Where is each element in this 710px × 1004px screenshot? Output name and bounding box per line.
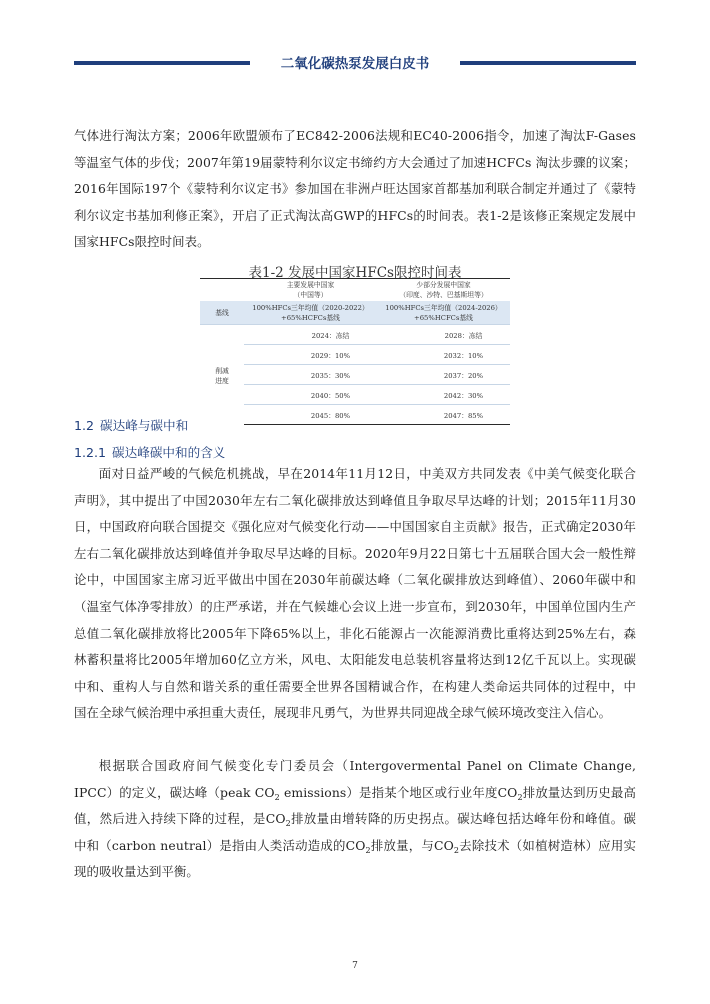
table-row <box>200 385 510 405</box>
subsection-number: 1.2.1 <box>74 445 107 460</box>
table-cell-text: 2040：50% <box>310 391 351 400</box>
table-cell-text: 2042：30% <box>443 391 484 400</box>
paragraph-text: 面对日益严峻的气候危机挑战，早在2014年11月12日，中美双方共同发表《中美气候变化联合声明》，其中提出了中国2030年左右二氧化碳排放达到峰值且争取尽早达峰的计划；2015年11月30日，中国政府向联合国提交《强化应对气候变化行动——中国国家自主贡献》报告，正式确定2030年左右二氧化碳排放达到峰值并争取尽早达峰的目标。2020年9月22日第七十五届联合国大会一般性辩论中，中国国家主席习近平做出中国在2030年前碳达峰（二氧化碳排放达到峰值）、2060年碳中和（温室气体净零排放）的庄严承诺，并在气候雄心会议上进一步宣布，到2030年，中国单位国内生产总值二氧化碳排放将比2005年下降65%以上，非化石能源占一次能源消费比重将达到25%左右，森林蓄积量将比2005年增加60亿立方米，风电、太阳能发电总装机容量将达到12亿千瓦以上。实现碳中和、重构人与自然和谐关系的重任需要全世界各国精诚合作，在构建人类命运共同体的过程中，中国在全球气候治理中承担重大责任，展现非凡勇气，为世界共同迎战全球气候环境改变注入信心。 <box>74 466 636 721</box>
text-run: 排放量，与CO <box>370 837 454 853</box>
col2-header-line1: 少部分发展中国家 <box>416 281 471 289</box>
section-heading-1-2 <box>74 415 188 434</box>
table-header-row <box>200 279 510 302</box>
table-cell-text: 2035：30% <box>310 371 351 380</box>
section-title: 碳达峰与碳中和 <box>100 418 189 433</box>
table-cell <box>244 345 377 365</box>
header-title: 二氧化碳热泵发展白皮书 <box>280 56 430 72</box>
subscript-2: 2 <box>365 845 371 855</box>
table-cell <box>244 325 377 345</box>
col1-header <box>244 279 377 302</box>
text-run: 根据联合国政府间气候变化专门委员会（Intergovermental Panel on Climate Change, IPCC）的定义，碳达峰（peak CO <box>74 758 636 800</box>
table-cell-text: 2029：10% <box>310 351 351 360</box>
table-cell-text: 2047：85% <box>443 411 484 420</box>
table-corner-cell <box>200 279 244 302</box>
page-number: 7 <box>352 961 358 971</box>
baseline-col2-line1: 100%HFCs三年均值（2024-2026） <box>385 303 502 312</box>
paragraph-text <box>74 753 636 886</box>
header-rule-left <box>74 61 250 65</box>
table-cell <box>244 405 377 425</box>
table-caption: 表1-2 发展中国家HFCs限控时间表 <box>248 265 462 281</box>
table-cell <box>377 385 510 405</box>
baseline-col2 <box>377 301 510 325</box>
subscript-2: 2 <box>453 845 460 855</box>
table-row <box>200 345 510 365</box>
baseline-col1-line1: 100%HFCs三年均值（2020-2022） <box>252 303 369 312</box>
section-number: 1.2 <box>74 418 95 433</box>
baseline-col2-line2: +65%HCFCs基线 <box>414 313 473 322</box>
baseline-col1-line2: +65%HCFCs基线 <box>281 313 340 322</box>
text-run: emissions）是指某个地区或行业年度CO <box>279 784 518 800</box>
table-cell-text: 2028：冻结 <box>444 331 483 340</box>
text-run: 排放量达到历史最高值，然后进入持续下降的过程，是CO <box>74 784 636 827</box>
col2-header <box>377 279 510 302</box>
table-cell-text: 2045：80% <box>310 411 351 420</box>
reduction-label <box>200 325 244 425</box>
table-cell <box>377 405 510 425</box>
table-row <box>200 405 510 425</box>
hfc-control-table <box>200 278 510 425</box>
subscript-2: 2 <box>285 819 291 829</box>
col1-header-line2: （中国等） <box>293 291 328 299</box>
col1-header-line1: 主要发展中国家 <box>286 281 335 289</box>
header-rule-right <box>460 61 636 65</box>
baseline-col1 <box>244 301 377 325</box>
table-row <box>200 325 510 345</box>
table-cell <box>377 345 510 365</box>
reduction-label-line2: 进度 <box>215 376 229 385</box>
body-paragraph-1 <box>74 461 636 727</box>
table-cell-text: 2024：冻结 <box>311 331 350 340</box>
reduction-label-line1: 削减 <box>215 366 229 375</box>
table-cell <box>377 325 510 345</box>
subsection-title: 碳达峰碳中和的含义 <box>112 445 226 460</box>
running-header <box>0 50 710 72</box>
table-cell <box>377 365 510 385</box>
baseline-label: 基线 <box>200 301 244 325</box>
intro-paragraph <box>74 123 636 256</box>
table-row <box>200 365 510 385</box>
table-cell-text: 2037：20% <box>443 371 484 380</box>
col2-header-line2: （印度、沙特、巴基斯坦等） <box>399 291 488 299</box>
subscript-2: 2 <box>274 792 280 802</box>
text-run: 排放量由增转降的历史拐点。碳达峰包括达峰年份和峰值。碳中和（carbon neutral）是指由人类活动造成的CO <box>74 811 636 853</box>
intro-text: 气体进行淘汰方案；2006年欧盟颁布了EC842-2006法规和EC40-2006指令，加速了淘汰F-Gases等温室气体的步伐；2007年第19届蒙特利尔议定书缔约方大会通过了加速HCFCs 淘汰步骤的议案；2016年国际197个《蒙特利尔议定书》参加国在非洲卢旺达国家首都基加利联合制定并通过了《蒙特利尔议定书基加利修正案》，开启了正式淘汰高GWP的HFCs的时间表。表1-2是该修正案规定发展中国家HFCs限控时间表。 <box>74 128 636 250</box>
table-cell <box>244 385 377 405</box>
body-paragraph-2 <box>74 753 636 886</box>
table-baseline-row <box>200 301 510 325</box>
text-run: 去除技术（如植树造林）应用实现的吸收量达到平衡。 <box>74 837 637 880</box>
table-cell-text: 2032：10% <box>443 351 484 360</box>
section-heading-1-2-1 <box>74 442 225 461</box>
table-cell <box>244 365 377 385</box>
subscript-2: 2 <box>517 792 523 802</box>
